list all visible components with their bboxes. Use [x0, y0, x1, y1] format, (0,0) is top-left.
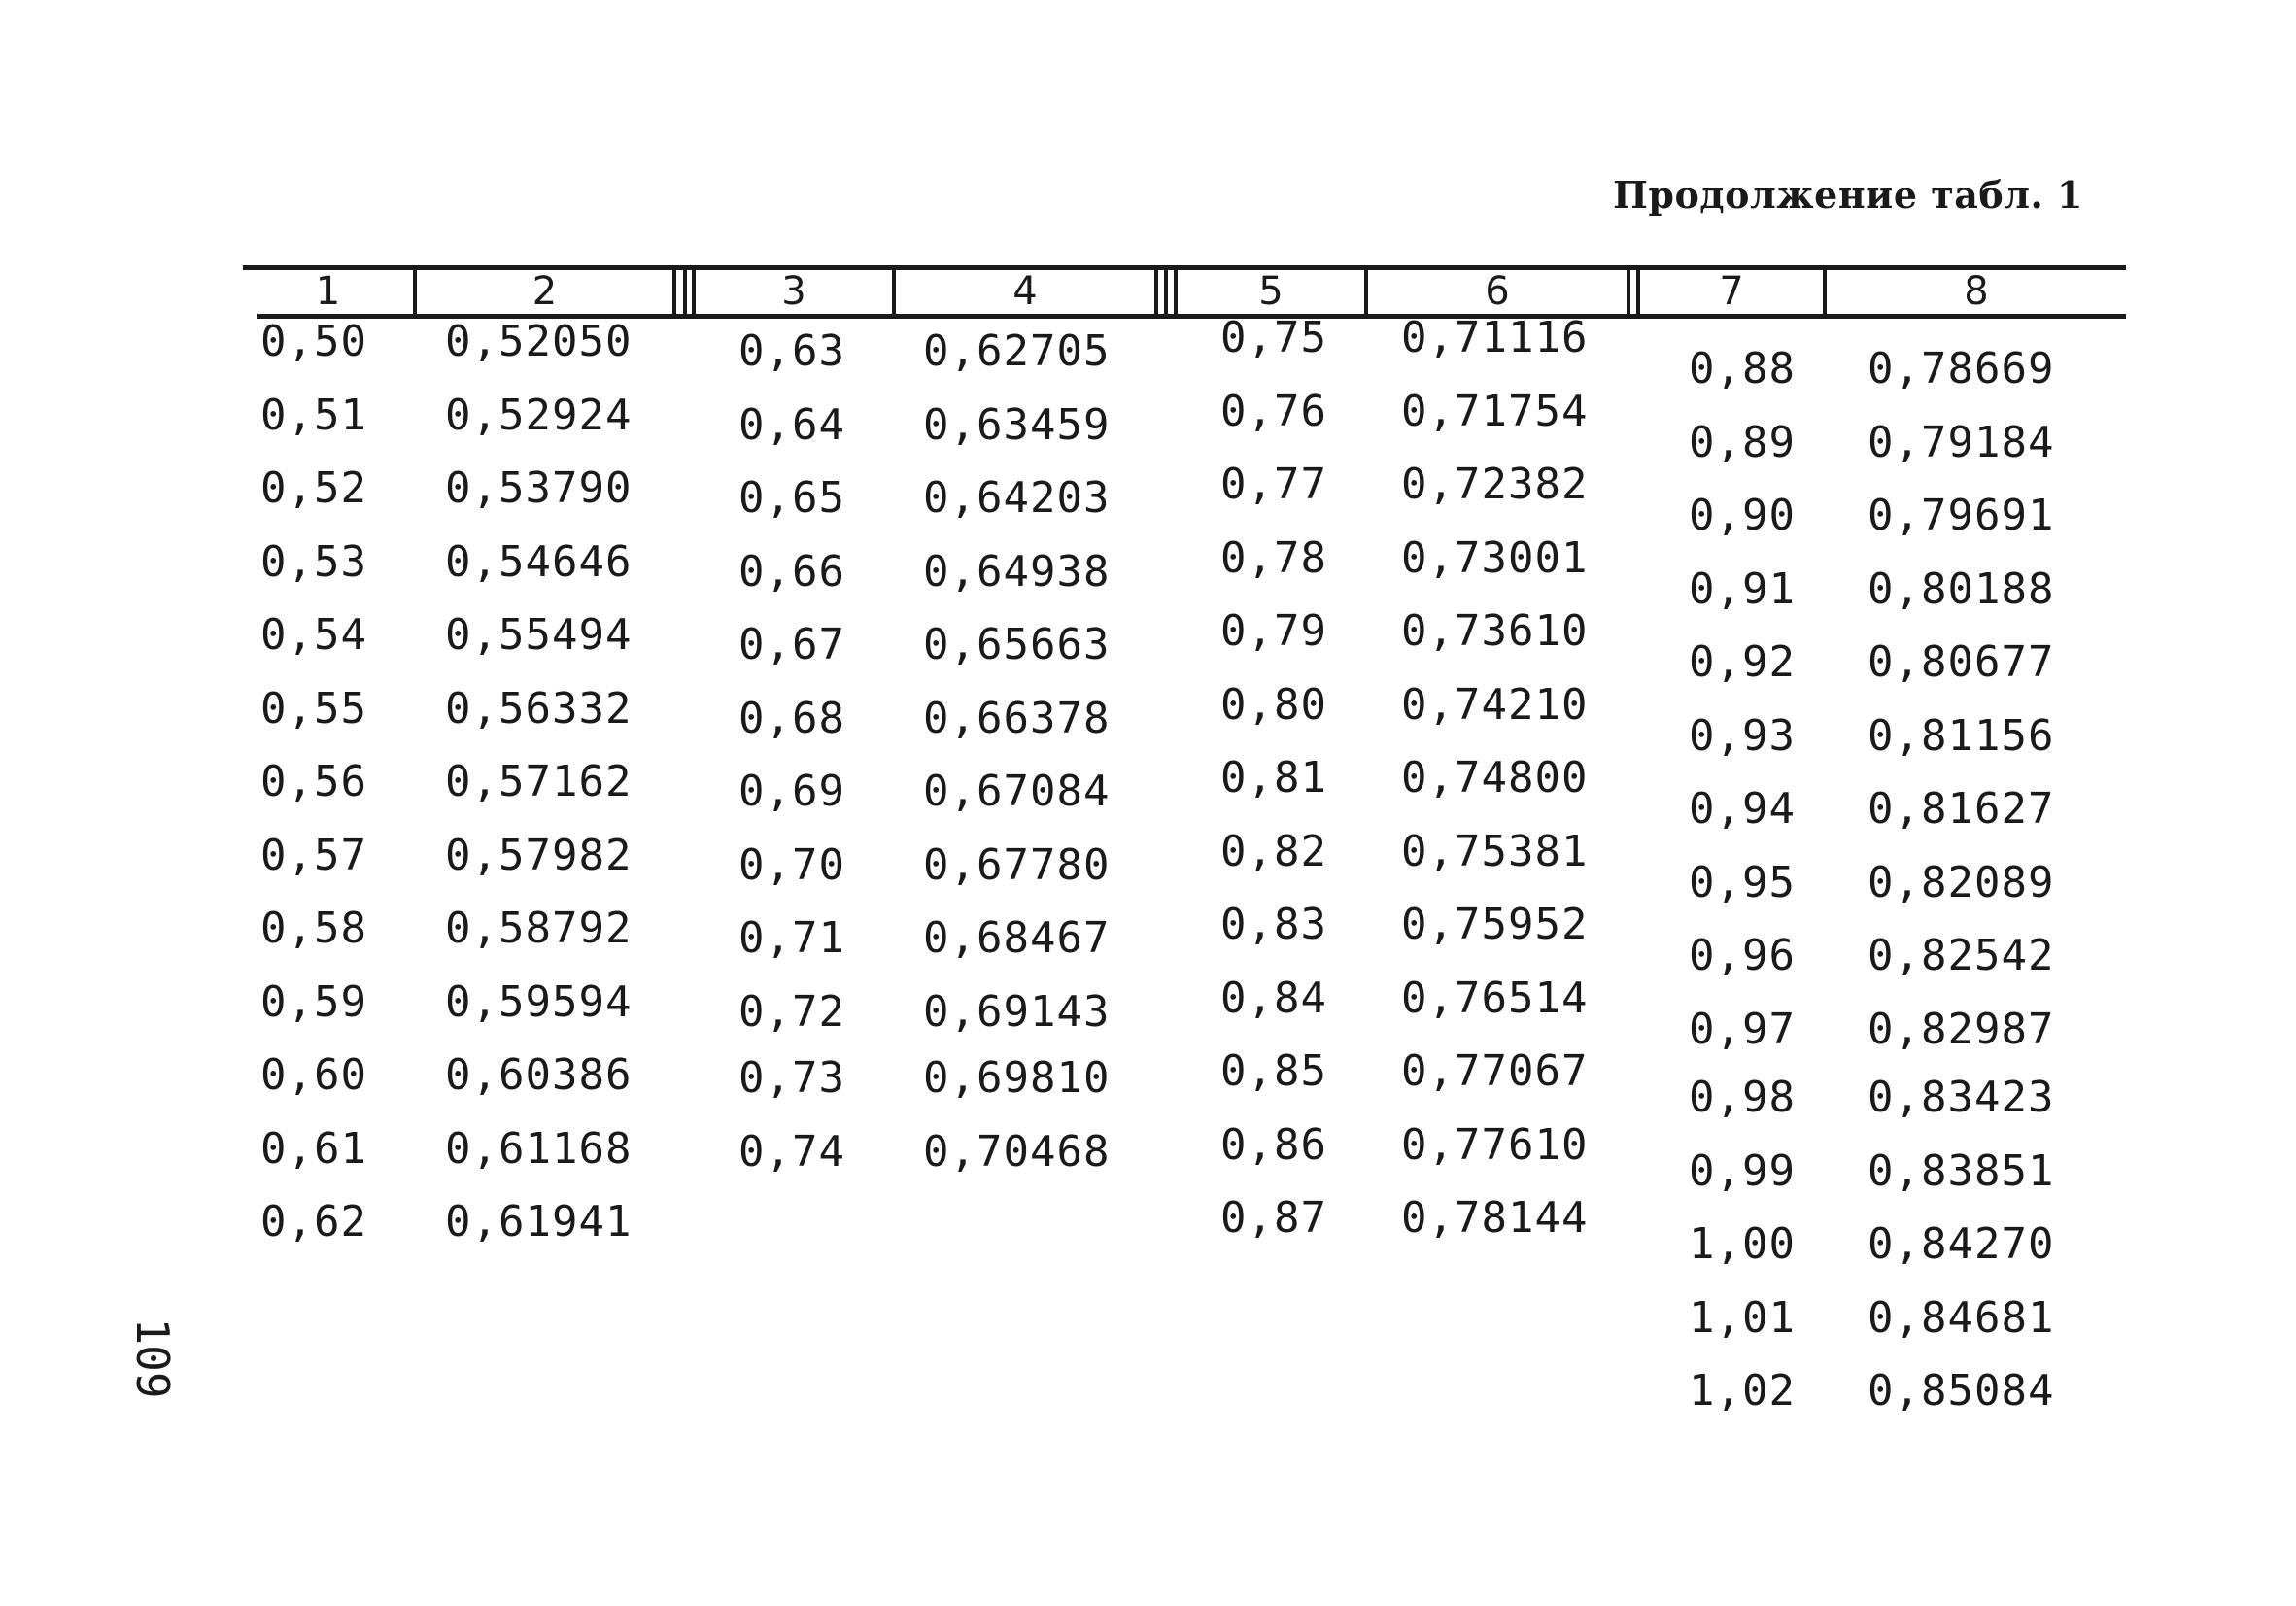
argument-cell: 0,66: [738, 546, 845, 597]
value-cell: 0,84270: [1868, 1219, 2055, 1269]
argument-cell: 0,51: [260, 390, 367, 440]
value-cell: 0,53790: [445, 463, 633, 513]
argument-cell: 0,54: [260, 610, 367, 660]
value-cell: 0,80188: [1868, 564, 2055, 614]
value-cell: 0,75381: [1401, 826, 1589, 876]
argument-cell: 0,82: [1220, 826, 1327, 876]
argument-cell: 0,75: [1220, 313, 1327, 362]
value-cell: 0,52924: [445, 390, 633, 440]
value-cell: 0,83851: [1868, 1145, 2055, 1196]
argument-cell: 0,80: [1220, 679, 1327, 730]
column-header-7: 7: [1719, 269, 1744, 314]
argument-cell: 0,60: [260, 1050, 367, 1100]
argument-cell: 0,98: [1689, 1073, 1796, 1122]
argument-cell: 1,02: [1689, 1366, 1796, 1416]
argument-cell: 0,70: [738, 839, 845, 890]
argument-cell: 0,94: [1689, 784, 1796, 834]
value-cell: 0,57162: [445, 757, 633, 806]
column-header-8: 8: [1964, 269, 1989, 314]
argument-cell: 0,69: [738, 767, 845, 816]
argument-cell: 0,77: [1220, 460, 1327, 509]
argument-cell: 0,68: [738, 693, 845, 743]
value-cell: 0,61168: [445, 1123, 633, 1174]
value-cell: 0,62705: [923, 326, 1111, 376]
argument-cell: 0,52: [260, 463, 367, 513]
value-cell: 0,67084: [923, 767, 1111, 816]
value-cell: 0,64938: [923, 546, 1111, 597]
value-cell: 0,67780: [923, 839, 1111, 890]
value-cell: 0,56332: [445, 683, 633, 734]
value-cell: 0,77610: [1401, 1119, 1589, 1170]
argument-cell: 0,65: [738, 473, 845, 523]
argument-cell: 0,50: [260, 317, 367, 366]
argument-cell: 0,96: [1689, 931, 1796, 980]
argument-cell: 0,59: [260, 976, 367, 1027]
value-cell: 0,64203: [923, 473, 1111, 523]
argument-cell: 0,73: [738, 1053, 845, 1103]
value-cell: 0,78669: [1868, 344, 2055, 393]
argument-cell: 0,85: [1220, 1046, 1327, 1096]
column-header-3: 3: [781, 269, 806, 314]
value-cell: 0,84681: [1868, 1292, 2055, 1343]
argument-cell: 0,89: [1689, 417, 1796, 467]
value-cell: 0,65663: [923, 620, 1111, 669]
value-cell: 0,70468: [923, 1126, 1111, 1177]
value-cell: 0,68467: [923, 913, 1111, 963]
value-cell: 0,69810: [923, 1053, 1111, 1103]
column-header-2: 2: [531, 269, 558, 314]
argument-cell: 0,93: [1689, 710, 1796, 761]
value-cell: 0,71754: [1401, 386, 1589, 436]
argument-cell: 0,99: [1689, 1145, 1796, 1196]
argument-cell: 0,92: [1689, 637, 1796, 687]
value-cell: 0,63459: [923, 399, 1111, 450]
value-cell: 0,82987: [1868, 1004, 2055, 1054]
argument-cell: 0,88: [1689, 344, 1796, 393]
argument-cell: 0,62: [260, 1197, 367, 1247]
argument-cell: 0,57: [260, 830, 367, 880]
argument-cell: 0,79: [1220, 606, 1327, 656]
value-cell: 0,71116: [1401, 313, 1589, 362]
value-cell: 0,79184: [1868, 417, 2055, 467]
value-cell: 0,58792: [445, 904, 633, 953]
argument-cell: 0,63: [738, 326, 845, 376]
value-cell: 0,81627: [1868, 784, 2055, 834]
value-cell: 0,75952: [1401, 900, 1589, 949]
value-cell: 0,66378: [923, 693, 1111, 743]
header-separator: [1154, 265, 1158, 316]
argument-cell: 0,84: [1220, 973, 1327, 1023]
value-cell: 0,59594: [445, 976, 633, 1027]
argument-cell: 0,76: [1220, 386, 1327, 436]
argument-cell: 0,78: [1220, 532, 1327, 583]
value-cell: 0,79691: [1868, 491, 2055, 540]
value-cell: 0,74210: [1401, 679, 1589, 730]
argument-cell: 0,74: [738, 1126, 845, 1177]
value-cell: 0,57982: [445, 830, 633, 880]
argument-cell: 0,90: [1689, 491, 1796, 540]
column-header-6: 6: [1485, 269, 1510, 314]
argument-cell: 0,87: [1220, 1193, 1327, 1243]
page-number: 109: [126, 1317, 179, 1399]
value-cell: 0,54646: [445, 536, 633, 587]
value-cell: 0,73001: [1401, 532, 1589, 583]
argument-cell: 0,53: [260, 536, 367, 587]
argument-cell: 0,67: [738, 620, 845, 669]
table-caption: Продолжение табл. 1: [1613, 173, 2083, 217]
header-separator: [683, 265, 687, 316]
argument-cell: 1,00: [1689, 1219, 1796, 1269]
value-cell: 0,76514: [1401, 973, 1589, 1023]
header-separator: [1164, 265, 1168, 316]
value-cell: 0,83423: [1868, 1073, 2055, 1122]
argument-cell: 0,58: [260, 904, 367, 953]
value-cell: 0,82542: [1868, 931, 2055, 980]
column-header-4: 4: [1012, 269, 1038, 314]
value-cell: 0,52050: [445, 317, 633, 366]
column-header-1: 1: [315, 269, 341, 314]
argument-cell: 0,97: [1689, 1004, 1796, 1054]
value-cell: 0,69143: [923, 986, 1111, 1037]
header-separator: [672, 265, 676, 316]
argument-cell: 0,95: [1689, 857, 1796, 907]
argument-cell: 0,71: [738, 913, 845, 963]
value-cell: 0,81156: [1868, 710, 2055, 761]
argument-cell: 0,61: [260, 1123, 367, 1174]
value-cell: 0,60386: [445, 1050, 633, 1100]
value-cell: 0,74800: [1401, 753, 1589, 803]
value-cell: 0,78144: [1401, 1193, 1589, 1243]
argument-cell: 0,55: [260, 683, 367, 734]
argument-cell: 1,01: [1689, 1292, 1796, 1343]
argument-cell: 0,56: [260, 757, 367, 806]
value-cell: 0,80677: [1868, 637, 2055, 687]
argument-cell: 0,86: [1220, 1119, 1327, 1170]
value-cell: 0,72382: [1401, 460, 1589, 509]
argument-cell: 0,81: [1220, 753, 1327, 803]
value-cell: 0,55494: [445, 610, 633, 660]
argument-cell: 0,72: [738, 986, 845, 1037]
value-cell: 0,85084: [1868, 1366, 2055, 1416]
value-cell: 0,61941: [445, 1197, 633, 1247]
value-cell: 0,73610: [1401, 606, 1589, 656]
header-separator: [1627, 265, 1630, 316]
value-cell: 0,82089: [1868, 857, 2055, 907]
value-cell: 0,77067: [1401, 1046, 1589, 1096]
argument-cell: 0,64: [738, 399, 845, 450]
argument-cell: 0,83: [1220, 900, 1327, 949]
column-header-5: 5: [1258, 269, 1284, 314]
argument-cell: 0,91: [1689, 564, 1796, 614]
